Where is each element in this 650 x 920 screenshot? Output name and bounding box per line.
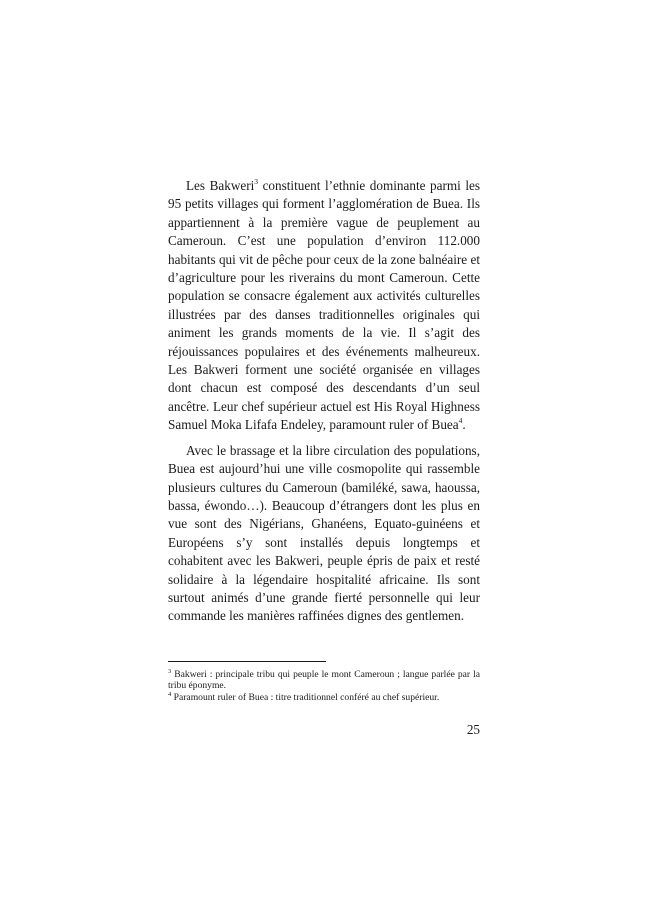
paragraph-1-text-middle: constituent l’ethnie dominante parmi les 95 petits villages qui forment l’agglomération de Buea. Ils appartiennent à la première vague de peuplement au Cameroun. C’est une population d’environ 112.000 habitants qui vit de pêche pour ceux de la zone balnéaire et d’agriculture pour les riverains du mont Cameroun. Cette population se consacre également aux activités culturelles illustrées par des danses traditionnelles originales qui animent les grands moments de la vie. Il s’agit des réjouissances populaires et des événements malheureux. Les Bakweri forment une société organisée en villages dont chacun est composé des descendants d’un seul ancêtre. Leur chef supérieur actuel est His Royal Highness Samuel Moka Lifafa Endeley, paramount ruler of Buea: [168, 178, 480, 433]
footnote-separator: [168, 661, 326, 662]
paragraph-2-text: Avec le brassage et la libre circulation des populations, Buea est aujourd’hui une ville cosmopolite qui rassemble plusieurs cultures du Cameroun (bamiléké, sawa, haoussa, bassa, éwondo…). Beaucoup d’étrangers dont les plus en vue sont des Nigérians, Ghanéens, Equato-guinéens et Européens s’y sont installés depuis longtemps et cohabitent avec les Bakweri, peuple épris de paix et resté solidaire à la légendaire hospitalité africaine. Ils sont surtout animés d’une grande fierté personnelle qui leur commande les manières raffinées dignes des gentlemen.: [168, 442, 480, 624]
footnote-4: [168, 692, 480, 703]
footnote-3-number: 3: [168, 667, 172, 675]
paragraph-cosmopolitan: [168, 442, 480, 626]
footnote-4-number: 4: [168, 690, 172, 698]
page-number: 25: [466, 722, 480, 737]
paragraph-1-text-start: Les Bakweri: [186, 178, 255, 193]
footnote-3: [168, 669, 480, 692]
footnote-3-text: Bakweri : principale tribu qui peuple le mont Cameroun ; langue parlée par la tribu éponyme.: [168, 669, 480, 692]
footnote-4-text: Paramount ruler of Buea : titre traditionnel conféré au chef supérieur.: [171, 691, 440, 703]
paragraph-1-text-end: .: [462, 417, 466, 433]
body-text: [168, 177, 480, 633]
paragraph-bakweri: [168, 177, 480, 435]
footnote-reference-3[interactable]: 3: [254, 176, 259, 186]
footnotes: [168, 669, 480, 703]
footnote-reference-4[interactable]: 4: [458, 415, 463, 425]
